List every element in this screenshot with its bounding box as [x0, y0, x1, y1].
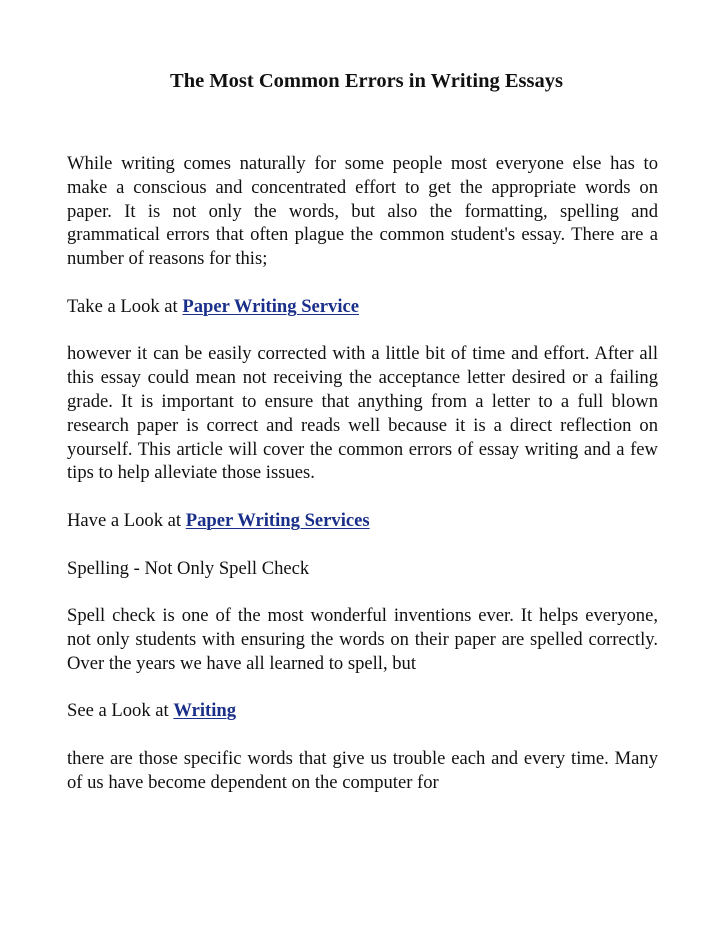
link-line-1 — [67, 295, 658, 319]
link-line-3-prefix: See a Look at — [67, 700, 169, 722]
link-line-2-prefix: Have a Look at — [67, 509, 182, 531]
link-line-1-prefix: Take a Look at — [67, 295, 178, 317]
paper-writing-service-link[interactable]: Paper Writing Service — [182, 295, 360, 317]
section-heading-spelling: Spelling - Not Only Spell Check — [67, 557, 310, 579]
paper-writing-services-link[interactable]: Paper Writing Services — [185, 509, 370, 531]
link-line-2 — [67, 509, 658, 533]
writing-link[interactable]: Writing — [173, 700, 237, 722]
link-line-3 — [67, 699, 658, 723]
paragraph-dependent: there are those specific words that give us trouble each and every time. Many of us have become dependent on the computer for — [67, 747, 658, 793]
paragraph-spell-check: Spell check is one of the most wonderful inventions ever. It helps everyone, not only students with ensuring the words on their paper are spelled correctly. Over the years we have all learned to spell, but — [67, 605, 658, 674]
page-title: The Most Common Errors in Writing Essays — [170, 70, 563, 92]
paragraph-intro: While writing comes naturally for some people most everyone else has to make a conscious and concentrated effort to get the appropriate words on paper. It is not only the words, but also the formatting, spelling and grammatical errors that often plague the common student's essay. There are a number of reasons for this; — [67, 153, 658, 270]
paragraph-corrections: however it can be easily corrected with a little bit of time and effort. After all this essay could mean not receiving the acceptance letter desired or a failing grade. It is important to ensure that anything from a letter to a full blown research paper is correct and reads well because it is a direct reflection on yourself. This article will cover the common errors of essay writing and a few tips to help alleviate those issues. — [67, 343, 658, 484]
